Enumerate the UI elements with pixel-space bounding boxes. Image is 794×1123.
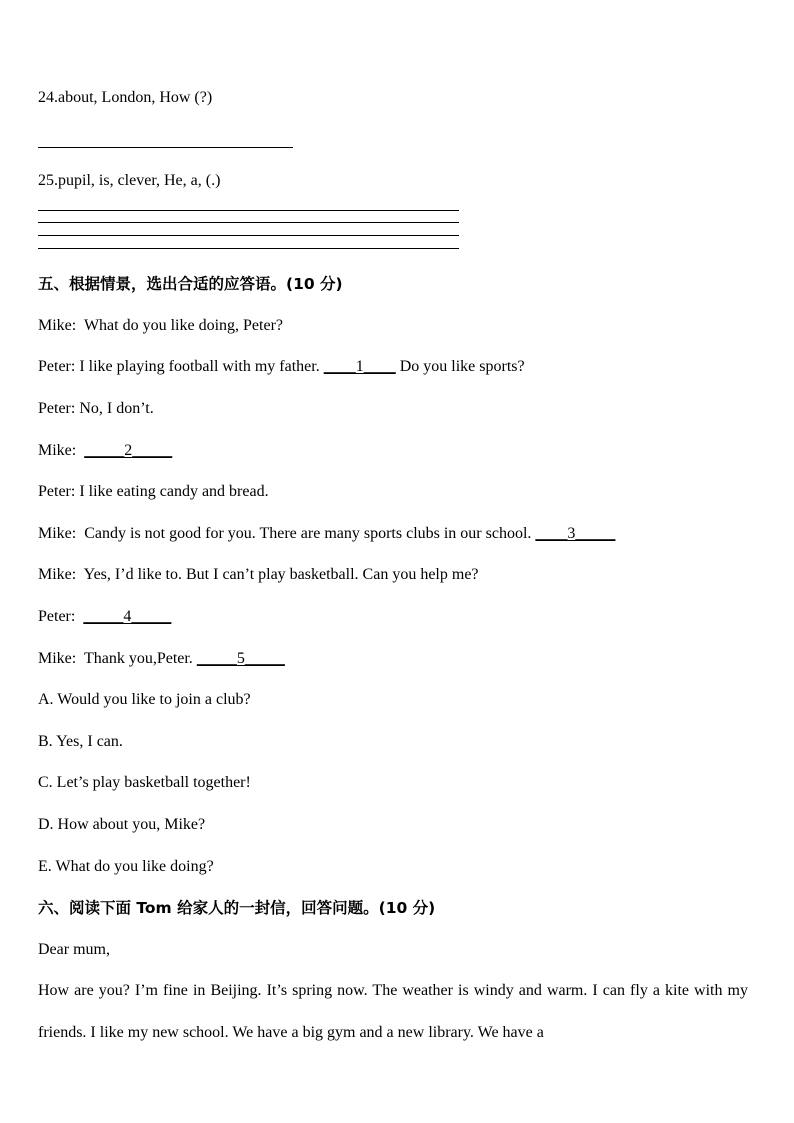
- dialogue-line-9: [38, 649, 285, 669]
- speaker: Peter:: [38, 358, 76, 375]
- dialogue-text: I like playing football with my father.: [79, 358, 320, 375]
- option-c: C. Let’s play basketball together!: [38, 774, 251, 791]
- dialogue-line-6: [38, 524, 615, 544]
- option-a: A. Would you like to join a club?: [38, 691, 251, 708]
- section-5-heading: 五、根据情景，选出合适的应答语。(10 分): [38, 275, 343, 293]
- dialogue-line-3: [38, 399, 154, 419]
- option-b: B. Yes, I can.: [38, 733, 123, 750]
- speaker: Mike:: [38, 566, 77, 583]
- dialogue-line-2: [38, 357, 525, 377]
- answer-line-24: [38, 147, 293, 148]
- speaker: Mike:: [38, 650, 77, 667]
- speaker: Peter:: [38, 483, 76, 500]
- option-d: D. How about you, Mike?: [38, 816, 206, 833]
- section-6-heading: 六、阅读下面 Tom 给家人的一封信，回答问题。(10 分): [38, 899, 436, 917]
- dialogue-line-1: [38, 316, 283, 336]
- speaker: Mike:: [38, 442, 77, 459]
- answer-blank-5[interactable]: _____5_____: [196, 650, 285, 667]
- dialogue-text: Candy is not good for you. There are many sports clubs in our school.: [84, 525, 532, 542]
- dialogue-line-4: [38, 441, 172, 461]
- dialogue-text: Yes, I’d like to. But I can’t play basketball. Can you help me?: [83, 566, 479, 583]
- speaker: Mike:: [38, 317, 77, 334]
- question-24: 24.about, London, How (?): [38, 89, 213, 106]
- question-25: 25.pupil, is, clever, He, a, (.): [38, 172, 221, 189]
- answer-blank-3[interactable]: ____3_____: [535, 525, 616, 542]
- option-e: E. What do you like doing?: [38, 858, 214, 875]
- dialogue-text: I like eating candy and bread.: [79, 483, 269, 500]
- dialogue-line-7: [38, 565, 479, 585]
- answer-line-25-2: [38, 222, 459, 223]
- answer-line-25-4: [38, 248, 459, 249]
- answer-blank-1[interactable]: ____1____: [323, 358, 396, 375]
- letter-paragraph: How are you? I’m fine in Beijing. It’s spring now. The weather is windy and warm. I can fly a kite with my friends. I like my new school. We have a big gym and a new library. We have a: [38, 982, 748, 1041]
- speaker: Peter:: [38, 608, 76, 625]
- dialogue-line-5: [38, 482, 269, 502]
- answer-blank-4[interactable]: _____4_____: [83, 608, 172, 625]
- answer-line-25-3: [38, 235, 459, 236]
- speaker: Mike:: [38, 525, 77, 542]
- speaker: Peter:: [38, 400, 76, 417]
- answer-blank-2[interactable]: _____2_____: [84, 442, 173, 459]
- dialogue-line-8: [38, 607, 171, 627]
- answer-line-25-1: [38, 210, 459, 211]
- dialogue-text: What do you like doing, Peter?: [83, 317, 283, 334]
- dialogue-text: Thank you,Peter.: [83, 650, 193, 667]
- dialogue-text-after: Do you like sports?: [399, 358, 525, 375]
- letter-greeting: Dear mum,: [38, 941, 110, 958]
- dialogue-text: No, I don’t.: [79, 400, 154, 417]
